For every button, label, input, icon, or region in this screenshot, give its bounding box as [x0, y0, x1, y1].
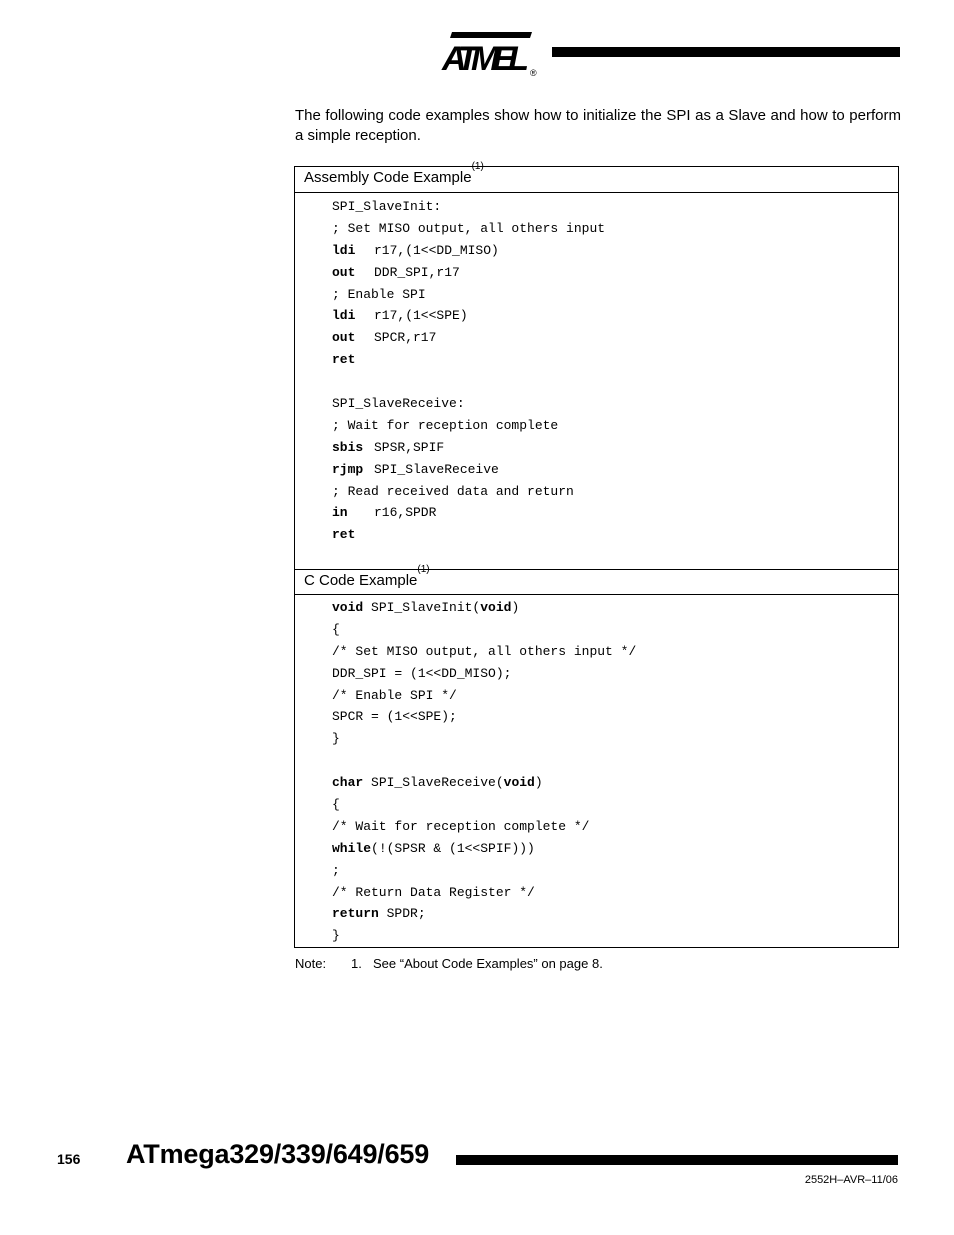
c-keyword: char	[332, 775, 364, 791]
c-code-line	[332, 903, 898, 925]
c-text: (!(SPSR & (1<<SPIF)))	[371, 840, 535, 856]
c-keyword: void	[332, 600, 364, 615]
document-title: ATmega329/339/649/659	[126, 1139, 430, 1169]
assembly-line	[332, 524, 898, 546]
assembly-text: DDR_SPI,r17	[374, 264, 460, 280]
assembly-line	[332, 502, 898, 524]
assembly-code	[295, 193, 898, 569]
c-text: {	[332, 797, 340, 813]
assembly-line	[332, 393, 898, 415]
c-text: )	[511, 600, 520, 615]
c-text: /* Return Data Register */	[332, 884, 535, 900]
c-code-line	[332, 641, 898, 663]
c-code-line	[332, 816, 898, 838]
assembly-instruction: rjmp	[332, 461, 364, 477]
c-code-line	[332, 772, 898, 794]
assembly-line	[332, 415, 898, 437]
c-code-line	[332, 750, 898, 772]
assembly-text: SPSR,SPIF	[374, 439, 445, 455]
assembly-instruction: ldi	[332, 242, 356, 258]
assembly-line	[332, 262, 898, 284]
assembly-line	[332, 218, 898, 240]
note-label: Note:	[295, 956, 327, 971]
c-code-line	[332, 794, 898, 816]
c-code-line	[332, 663, 898, 685]
assembly-text: SPI_SlaveReceive:	[332, 396, 465, 412]
intro-paragraph: The following code examples show how to initialize the SPI as a Slave and how to perform a simple reception.	[295, 107, 901, 144]
code-examples-table	[294, 161, 899, 948]
document-code: 2552H–AVR–11/06	[804, 1174, 898, 1186]
c-code-line	[332, 728, 898, 750]
page-number: 156	[57, 1151, 81, 1167]
c-text: /* Enable SPI */	[332, 687, 457, 703]
c-code-line	[332, 706, 898, 728]
c-text: ;	[332, 862, 340, 878]
c-code-line	[332, 860, 898, 882]
c-code-line	[332, 882, 898, 904]
assembly-text: r17,(1<<DD_MISO)	[374, 242, 499, 258]
assembly-instruction: ret	[332, 527, 356, 543]
assembly-text: ; Read received data and return	[332, 483, 574, 499]
c-keyword: void	[503, 775, 535, 791]
assembly-instruction: ret	[332, 352, 356, 368]
assembly-line	[332, 349, 898, 371]
c-text: SPCR = (1<<SPE);	[332, 709, 457, 725]
note-text: See “About Code Examples” on page 8.	[373, 956, 603, 971]
c-code-line	[332, 597, 898, 619]
assembly-line	[332, 327, 898, 349]
c-text: SPI_SlaveReceive(	[363, 775, 504, 791]
c-text: /* Wait for reception complete */	[332, 818, 590, 834]
note-number: 1.	[351, 956, 362, 971]
header-rule	[552, 47, 900, 57]
c-keyword: void	[480, 600, 512, 615]
c-code-header: C Code Example $^{(1)}$	[295, 569, 898, 595]
c-code-line	[332, 685, 898, 707]
c-text: )	[534, 775, 543, 791]
assembly-instruction: sbis	[332, 439, 364, 455]
assembly-instruction: in	[332, 505, 348, 521]
assembly-text: SPI_SlaveReceive	[374, 461, 499, 477]
assembly-instruction: out	[332, 264, 356, 280]
c-text: {	[332, 621, 340, 637]
c-keyword: return	[332, 906, 379, 922]
assembly-text: SPI_SlaveInit:	[332, 199, 442, 214]
assembly-text: ; Set MISO output, all others input	[332, 220, 606, 236]
assembly-line	[332, 240, 898, 262]
c-code-line	[332, 925, 898, 947]
assembly-instruction: ldi	[332, 308, 356, 324]
assembly-header: Assembly Code Example $^{(1)}$	[295, 167, 898, 193]
assembly-text: ; Enable SPI	[332, 286, 426, 302]
c-keyword: while	[332, 840, 372, 856]
footnote	[295, 956, 603, 972]
assembly-line	[332, 196, 898, 218]
svg-text:ATMEL: ATMEL	[442, 40, 528, 78]
c-text: SPDR;	[378, 906, 426, 922]
assembly-text: r16,SPDR	[374, 505, 437, 521]
c-text: /* Set MISO output, all others input */	[332, 643, 637, 659]
assembly-line	[332, 371, 898, 393]
c-text: }	[332, 928, 340, 944]
assembly-line	[332, 437, 898, 459]
assembly-title: Assembly Code Example	[304, 169, 472, 186]
c-code-line	[332, 838, 898, 860]
assembly-line	[332, 481, 898, 503]
atmel-logo	[438, 30, 538, 78]
c-text: }	[332, 731, 340, 747]
assembly-instruction: out	[332, 330, 356, 346]
assembly-line	[332, 284, 898, 306]
c-code-title: C Code Example	[304, 572, 418, 589]
svg-text:®: ®	[530, 68, 537, 78]
c-code	[295, 595, 898, 947]
c-text: SPI_SlaveInit(	[363, 600, 481, 615]
c-text: DDR_SPI = (1<<DD_MISO);	[332, 665, 512, 681]
assembly-text: ; Wait for reception complete	[332, 417, 559, 433]
assembly-text: SPCR,r17	[374, 330, 437, 346]
assembly-text: r17,(1<<SPE)	[374, 308, 468, 324]
assembly-line	[332, 305, 898, 327]
c-code-line	[332, 619, 898, 641]
assembly-line	[332, 459, 898, 481]
footer-rule	[456, 1155, 898, 1165]
